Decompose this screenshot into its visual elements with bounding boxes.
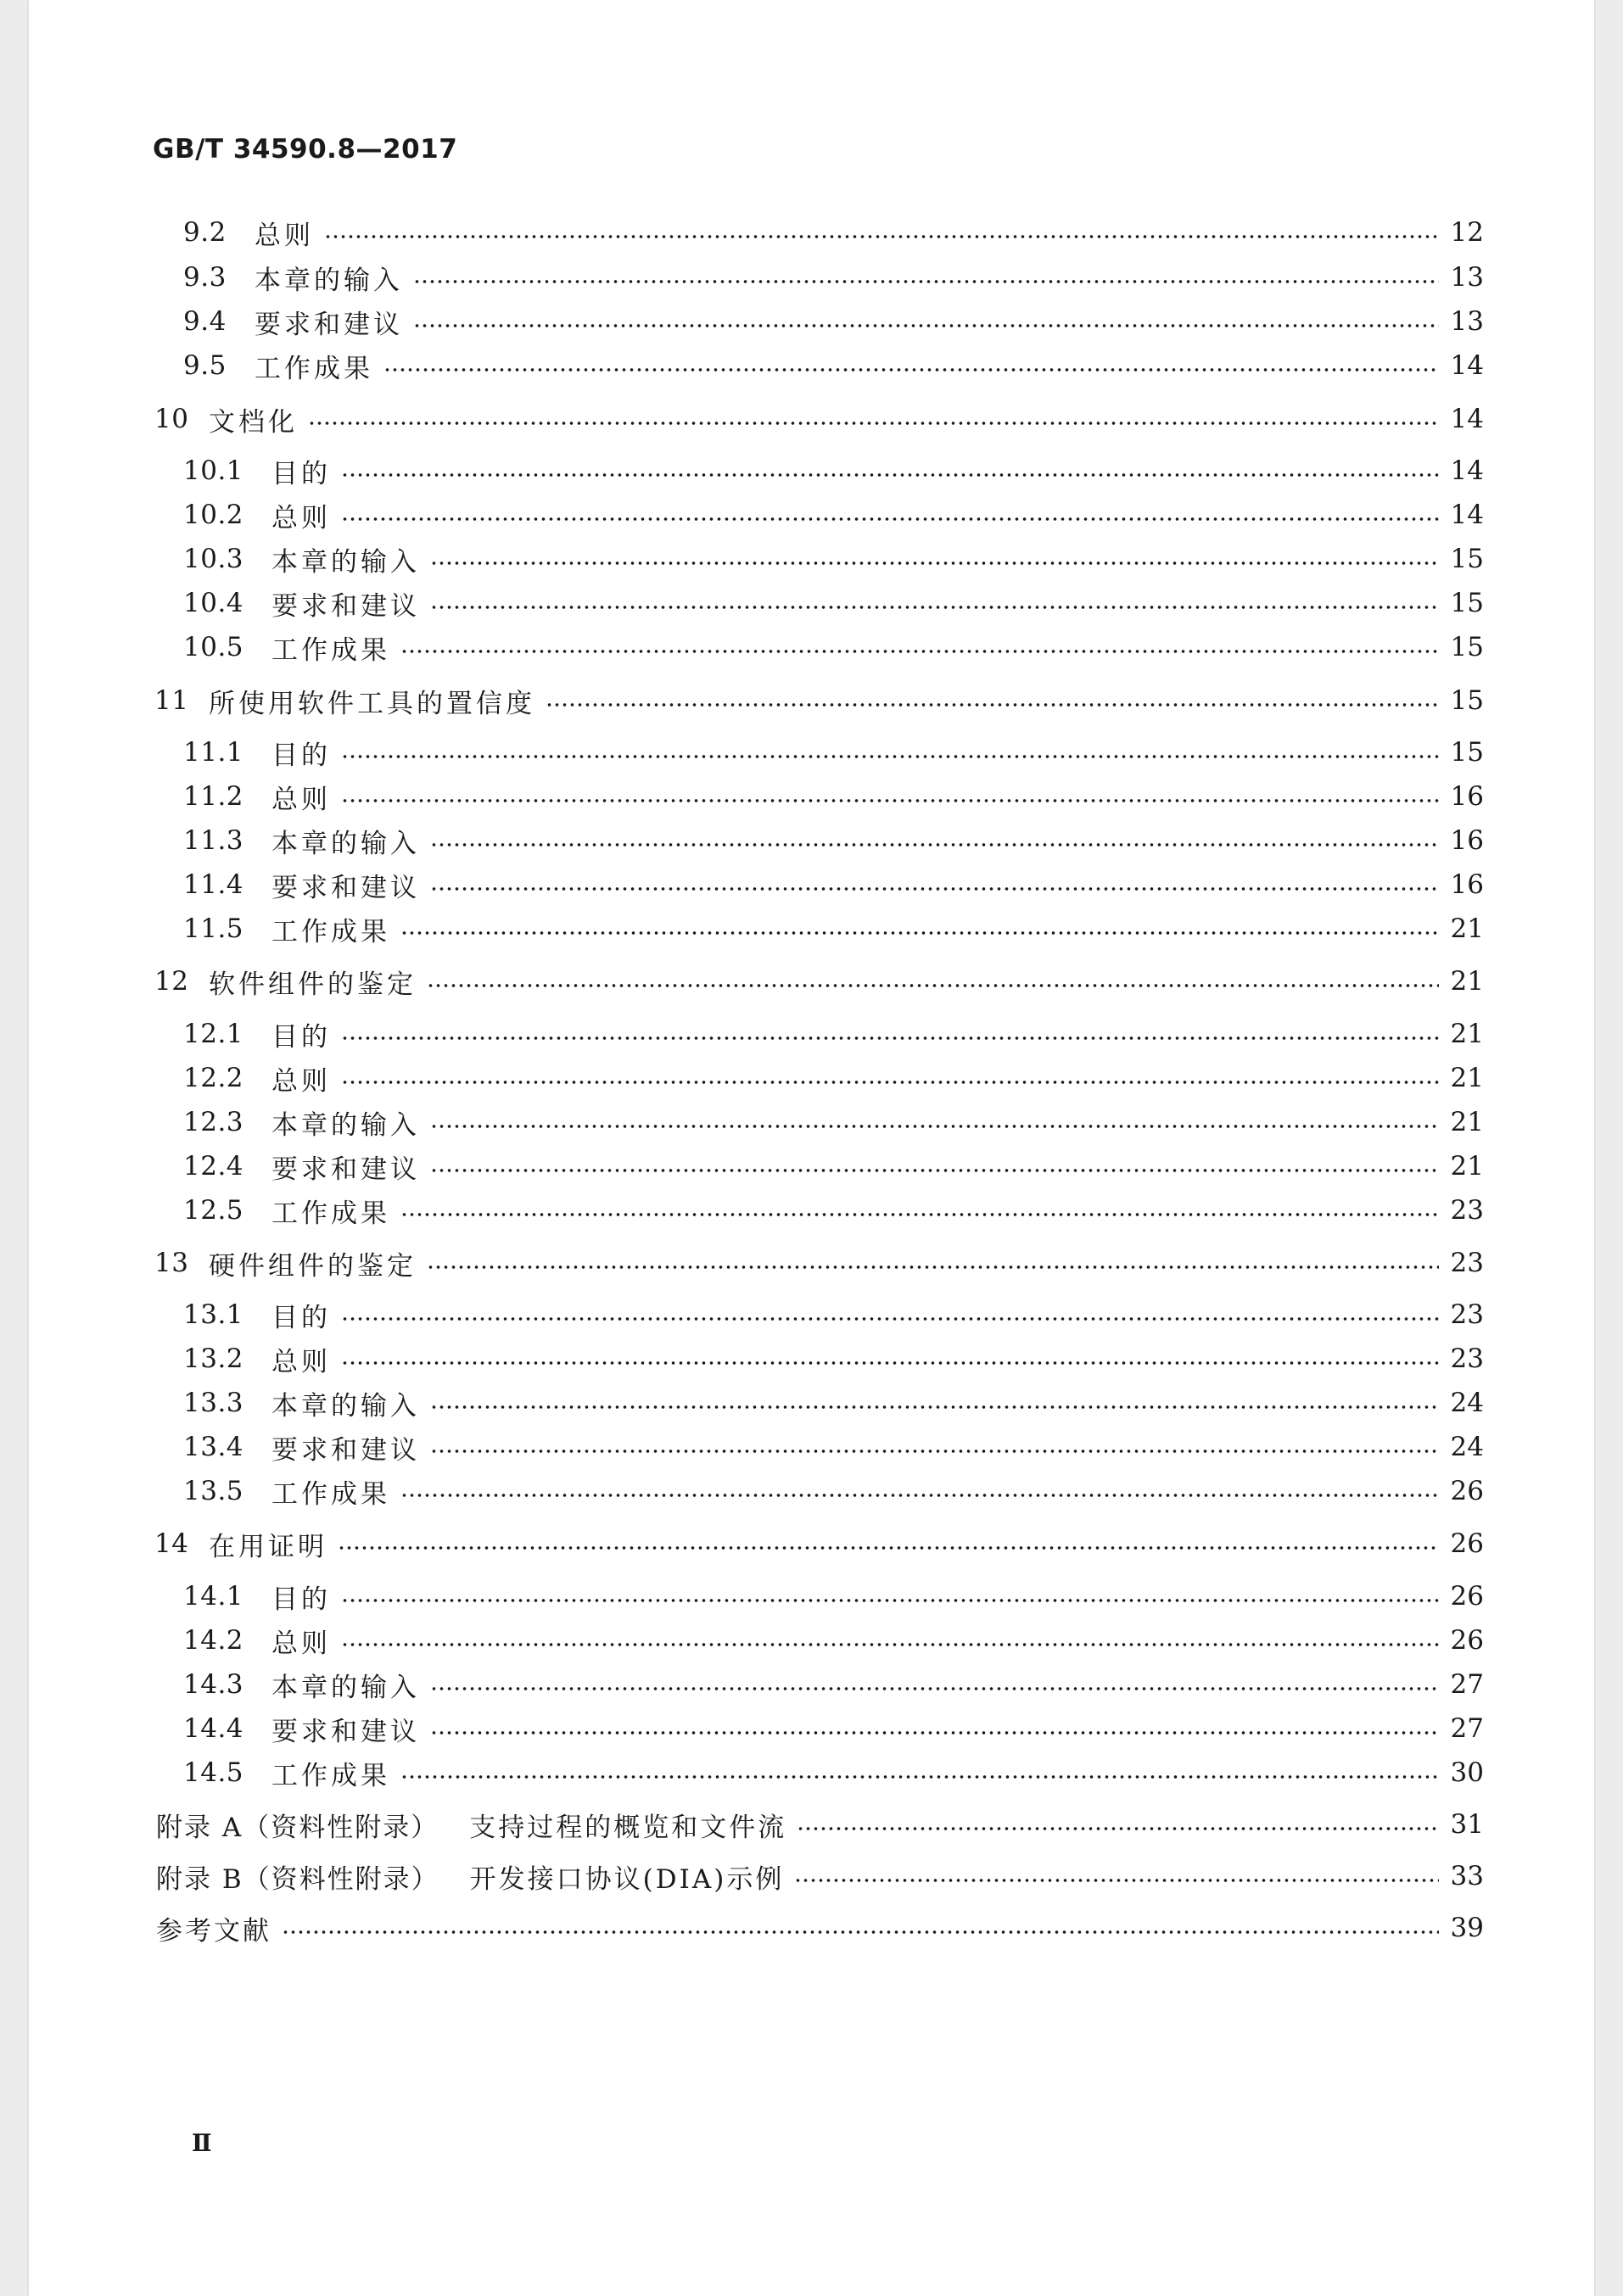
toc-entry-title: 本章的输入 xyxy=(255,265,403,296)
toc-entry xyxy=(183,260,1484,294)
toc-entry-number: 10.2 xyxy=(183,500,244,530)
dot-leader xyxy=(430,561,1439,565)
toc-entry-title: 总则 xyxy=(271,1628,331,1659)
toc-entry-number: 11.4 xyxy=(183,869,244,900)
dot-leader xyxy=(400,931,1439,935)
toc-entry-number: 12.5 xyxy=(183,1195,244,1226)
toc-entry-number: 11.1 xyxy=(183,737,244,768)
toc-entry-number: 12.3 xyxy=(183,1107,244,1137)
toc-entry-title: 目的 xyxy=(271,1584,331,1615)
toc-entry-page: 13 xyxy=(1450,262,1484,293)
toc-entry-number: 13 xyxy=(154,1248,189,1278)
toc-entry xyxy=(183,1061,1484,1095)
toc-entry-title: 要求和建议 xyxy=(271,1716,420,1747)
toc-entry-page: 21 xyxy=(1450,1151,1484,1182)
toc-entry-page: 27 xyxy=(1450,1713,1484,1744)
toc-entry xyxy=(183,912,1484,946)
toc-entry-number: 12.4 xyxy=(183,1151,244,1182)
toc-entry-title: 参考文献 xyxy=(156,1915,271,1947)
toc-entry-page: 15 xyxy=(1450,632,1484,662)
toc-entry-page: 39 xyxy=(1450,1913,1484,1943)
toc-entry-page: 15 xyxy=(1450,588,1484,618)
toc-entry-number: 12.2 xyxy=(183,1063,244,1093)
toc-entry-title: 硬件组件的鉴定 xyxy=(209,1250,417,1282)
toc-entry-title: 要求和建议 xyxy=(271,1154,420,1185)
toc-entry-page: 15 xyxy=(1450,737,1484,768)
toc-entry-number: 13.1 xyxy=(183,1299,244,1330)
toc-entry-title: 工作成果 xyxy=(271,634,390,666)
dot-leader xyxy=(308,422,1439,425)
toc-entry-number: 9.3 xyxy=(183,262,227,293)
toc-entry xyxy=(154,964,1484,998)
dot-leader xyxy=(341,1599,1439,1602)
dot-leader xyxy=(341,473,1439,477)
toc-entry-title: 目的 xyxy=(271,1302,331,1333)
dot-leader xyxy=(430,1125,1439,1128)
toc-entry xyxy=(183,454,1484,488)
dot-leader xyxy=(430,843,1439,846)
toc-entry xyxy=(183,1193,1484,1227)
toc-entry-title: 开发接口协议(DIA)示例 xyxy=(469,1863,785,1895)
toc-entry xyxy=(183,1149,1484,1183)
toc-entry xyxy=(183,586,1484,620)
page-number: Ⅱ xyxy=(192,2129,212,2157)
toc-entry xyxy=(156,1807,1484,1841)
dot-leader xyxy=(430,887,1439,891)
dot-leader xyxy=(383,368,1439,371)
toc-entry xyxy=(183,1579,1484,1613)
toc-entry-page: 16 xyxy=(1450,825,1484,856)
dot-leader xyxy=(400,1775,1439,1779)
toc-entry-page: 31 xyxy=(1450,1809,1484,1840)
toc-entry-number: 10.3 xyxy=(183,544,244,574)
toc-entry-title: 工作成果 xyxy=(271,1478,390,1510)
dot-leader xyxy=(341,517,1439,521)
dot-leader xyxy=(400,1213,1439,1216)
dot-leader xyxy=(797,1827,1438,1830)
toc-entry-title: 要求和建议 xyxy=(255,309,403,340)
dot-leader xyxy=(546,703,1439,707)
toc-entry xyxy=(183,1623,1484,1657)
toc-entry-page: 21 xyxy=(1450,913,1484,944)
toc-entry-number: 11.5 xyxy=(183,913,244,944)
toc-entry-title: 所使用软件工具的置信度 xyxy=(209,688,535,719)
toc-entry xyxy=(183,1668,1484,1701)
toc-entry xyxy=(183,542,1484,576)
toc-entry-number: 9.5 xyxy=(183,350,227,381)
toc-entry-title: 本章的输入 xyxy=(271,828,420,859)
dot-leader xyxy=(430,1731,1439,1735)
toc-entry-page: 14 xyxy=(1450,350,1484,381)
dot-leader xyxy=(430,1169,1439,1172)
toc-entry-title: 总则 xyxy=(271,1346,331,1377)
toc-entry-page: 13 xyxy=(1450,306,1484,337)
toc-entry-number: 12.1 xyxy=(183,1019,244,1049)
toc-entry xyxy=(183,498,1484,532)
toc-entry xyxy=(183,1474,1484,1508)
toc-entry-title: 本章的输入 xyxy=(271,1390,420,1422)
toc-entry-title: 目的 xyxy=(271,458,331,489)
toc-entry-title: 目的 xyxy=(271,1021,331,1053)
dot-leader xyxy=(427,1265,1439,1269)
toc-entry-number: 14 xyxy=(154,1528,189,1559)
toc-entry xyxy=(183,1386,1484,1420)
toc-entry-number: 14.2 xyxy=(183,1625,244,1656)
toc-entry xyxy=(183,1342,1484,1376)
toc-entry xyxy=(183,1017,1484,1051)
toc-entry-page: 14 xyxy=(1450,455,1484,486)
dot-leader xyxy=(341,1036,1439,1040)
toc-entry-title: 本章的输入 xyxy=(271,1109,420,1141)
toc-entry-number: 14.1 xyxy=(183,1581,244,1612)
toc-entry xyxy=(183,1712,1484,1746)
toc-entry xyxy=(183,630,1484,664)
toc-entry xyxy=(154,684,1484,718)
toc-entry-number: 11 xyxy=(154,685,189,716)
toc-entry-title: 要求和建议 xyxy=(271,872,420,903)
toc-entry xyxy=(156,1911,1484,1945)
toc-entry-title: 软件组件的鉴定 xyxy=(209,969,417,1000)
toc-entry xyxy=(183,304,1484,338)
toc-entry-title: 文档化 xyxy=(209,406,298,438)
toc-entry-page: 33 xyxy=(1450,1861,1484,1891)
dot-leader xyxy=(427,984,1439,987)
toc-entry xyxy=(154,1527,1484,1561)
toc-entry-page: 16 xyxy=(1450,781,1484,812)
toc-entry-number: 13.3 xyxy=(183,1388,244,1418)
toc-entry-title: 总则 xyxy=(271,784,331,815)
toc-entry-number: 13.2 xyxy=(183,1344,244,1374)
dot-leader xyxy=(430,606,1439,609)
toc-entry xyxy=(183,779,1484,813)
toc-entry-title: 本章的输入 xyxy=(271,1672,420,1703)
toc-entry-page: 26 xyxy=(1450,1476,1484,1506)
toc-entry-title: 要求和建议 xyxy=(271,1434,420,1466)
toc-entry-page: 30 xyxy=(1450,1757,1484,1788)
dot-leader xyxy=(341,755,1439,758)
toc-entry-page: 14 xyxy=(1450,404,1484,434)
dot-leader xyxy=(430,1450,1439,1453)
dot-leader xyxy=(341,1317,1439,1321)
toc-entry-page: 21 xyxy=(1450,1019,1484,1049)
dot-leader xyxy=(341,1081,1439,1084)
toc-entry-number: 13.5 xyxy=(183,1476,244,1506)
toc-entry-number: 13.4 xyxy=(183,1432,244,1462)
document-number: GB/T 34590.8—2017 xyxy=(153,134,458,165)
toc-entry-page: 23 xyxy=(1450,1248,1484,1278)
dot-leader xyxy=(430,1687,1439,1690)
toc-entry-number: 10.4 xyxy=(183,588,244,618)
dot-leader xyxy=(794,1879,1438,1882)
toc-entry-number: 10.1 xyxy=(183,455,244,486)
toc-entry-number: 12 xyxy=(154,966,189,997)
toc-entry xyxy=(154,402,1484,436)
toc-entry-page: 21 xyxy=(1450,1107,1484,1137)
toc-entry-number: 14.3 xyxy=(183,1669,244,1700)
toc-entry-number: 14.5 xyxy=(183,1757,244,1788)
toc-entry-title: 工作成果 xyxy=(271,1198,390,1229)
toc-entry-title: 工作成果 xyxy=(255,353,373,384)
toc-entry-title: 在用证明 xyxy=(209,1531,327,1562)
toc-entry xyxy=(183,1430,1484,1464)
toc-entry xyxy=(183,349,1484,383)
toc-entry-page: 21 xyxy=(1450,1063,1484,1093)
toc-entry-page: 23 xyxy=(1450,1344,1484,1374)
toc-entry-page: 15 xyxy=(1450,544,1484,574)
toc-entry-number: 附录 B（资料性附录） xyxy=(156,1863,439,1895)
toc-entry-title: 总则 xyxy=(271,1065,331,1097)
dot-leader xyxy=(341,799,1439,802)
toc-entry-title: 工作成果 xyxy=(271,1760,390,1791)
toc-entry-page: 12 xyxy=(1450,217,1484,248)
document-page xyxy=(29,0,1594,2296)
toc-entry-title: 工作成果 xyxy=(271,916,390,947)
dot-leader xyxy=(338,1546,1439,1550)
dot-leader xyxy=(413,324,1439,327)
toc-entry-title: 总则 xyxy=(255,220,314,251)
toc-entry-page: 16 xyxy=(1450,869,1484,900)
toc-entry xyxy=(183,215,1484,249)
toc-entry-page: 23 xyxy=(1450,1299,1484,1330)
toc-entry-page: 24 xyxy=(1450,1432,1484,1462)
toc-entry-number: 11.2 xyxy=(183,781,244,812)
toc-entry xyxy=(183,735,1484,769)
toc-entry xyxy=(154,1246,1484,1280)
toc-entry-title: 本章的输入 xyxy=(271,546,420,578)
toc-entry-page: 26 xyxy=(1450,1625,1484,1656)
toc-entry-title: 支持过程的概览和文件流 xyxy=(469,1812,787,1843)
toc-entry xyxy=(183,1298,1484,1332)
toc-entry xyxy=(156,1859,1484,1893)
dot-leader xyxy=(324,235,1439,238)
toc-entry-number: 9.2 xyxy=(183,217,227,248)
toc-entry-title: 目的 xyxy=(271,740,331,771)
toc-entry xyxy=(183,824,1484,858)
toc-entry xyxy=(183,868,1484,902)
toc-entry-page: 26 xyxy=(1450,1528,1484,1559)
dot-leader xyxy=(400,650,1439,653)
toc-entry xyxy=(183,1756,1484,1790)
toc-entry-page: 21 xyxy=(1450,966,1484,997)
toc-entry-number: 11.3 xyxy=(183,825,244,856)
toc-entry-number: 9.4 xyxy=(183,306,227,337)
toc-entry-page: 27 xyxy=(1450,1669,1484,1700)
toc-entry-page: 14 xyxy=(1450,500,1484,530)
toc-entry-number: 10 xyxy=(154,404,189,434)
toc-entry-title: 要求和建议 xyxy=(271,590,420,622)
toc-entry-page: 24 xyxy=(1450,1388,1484,1418)
dot-leader xyxy=(341,1643,1439,1646)
toc-entry-number: 附录 A（资料性附录） xyxy=(156,1812,439,1843)
dot-leader xyxy=(430,1405,1439,1409)
toc-entry-number: 10.5 xyxy=(183,632,244,662)
toc-entry-page: 23 xyxy=(1450,1195,1484,1226)
dot-leader xyxy=(413,280,1439,283)
toc-entry-page: 26 xyxy=(1450,1581,1484,1612)
dot-leader xyxy=(282,1930,1439,1934)
toc-entry-title: 总则 xyxy=(271,502,331,533)
toc-entry-number: 14.4 xyxy=(183,1713,244,1744)
toc-entry xyxy=(183,1105,1484,1139)
toc-entry-page: 15 xyxy=(1450,685,1484,716)
dot-leader xyxy=(400,1494,1439,1497)
dot-leader xyxy=(341,1361,1439,1365)
